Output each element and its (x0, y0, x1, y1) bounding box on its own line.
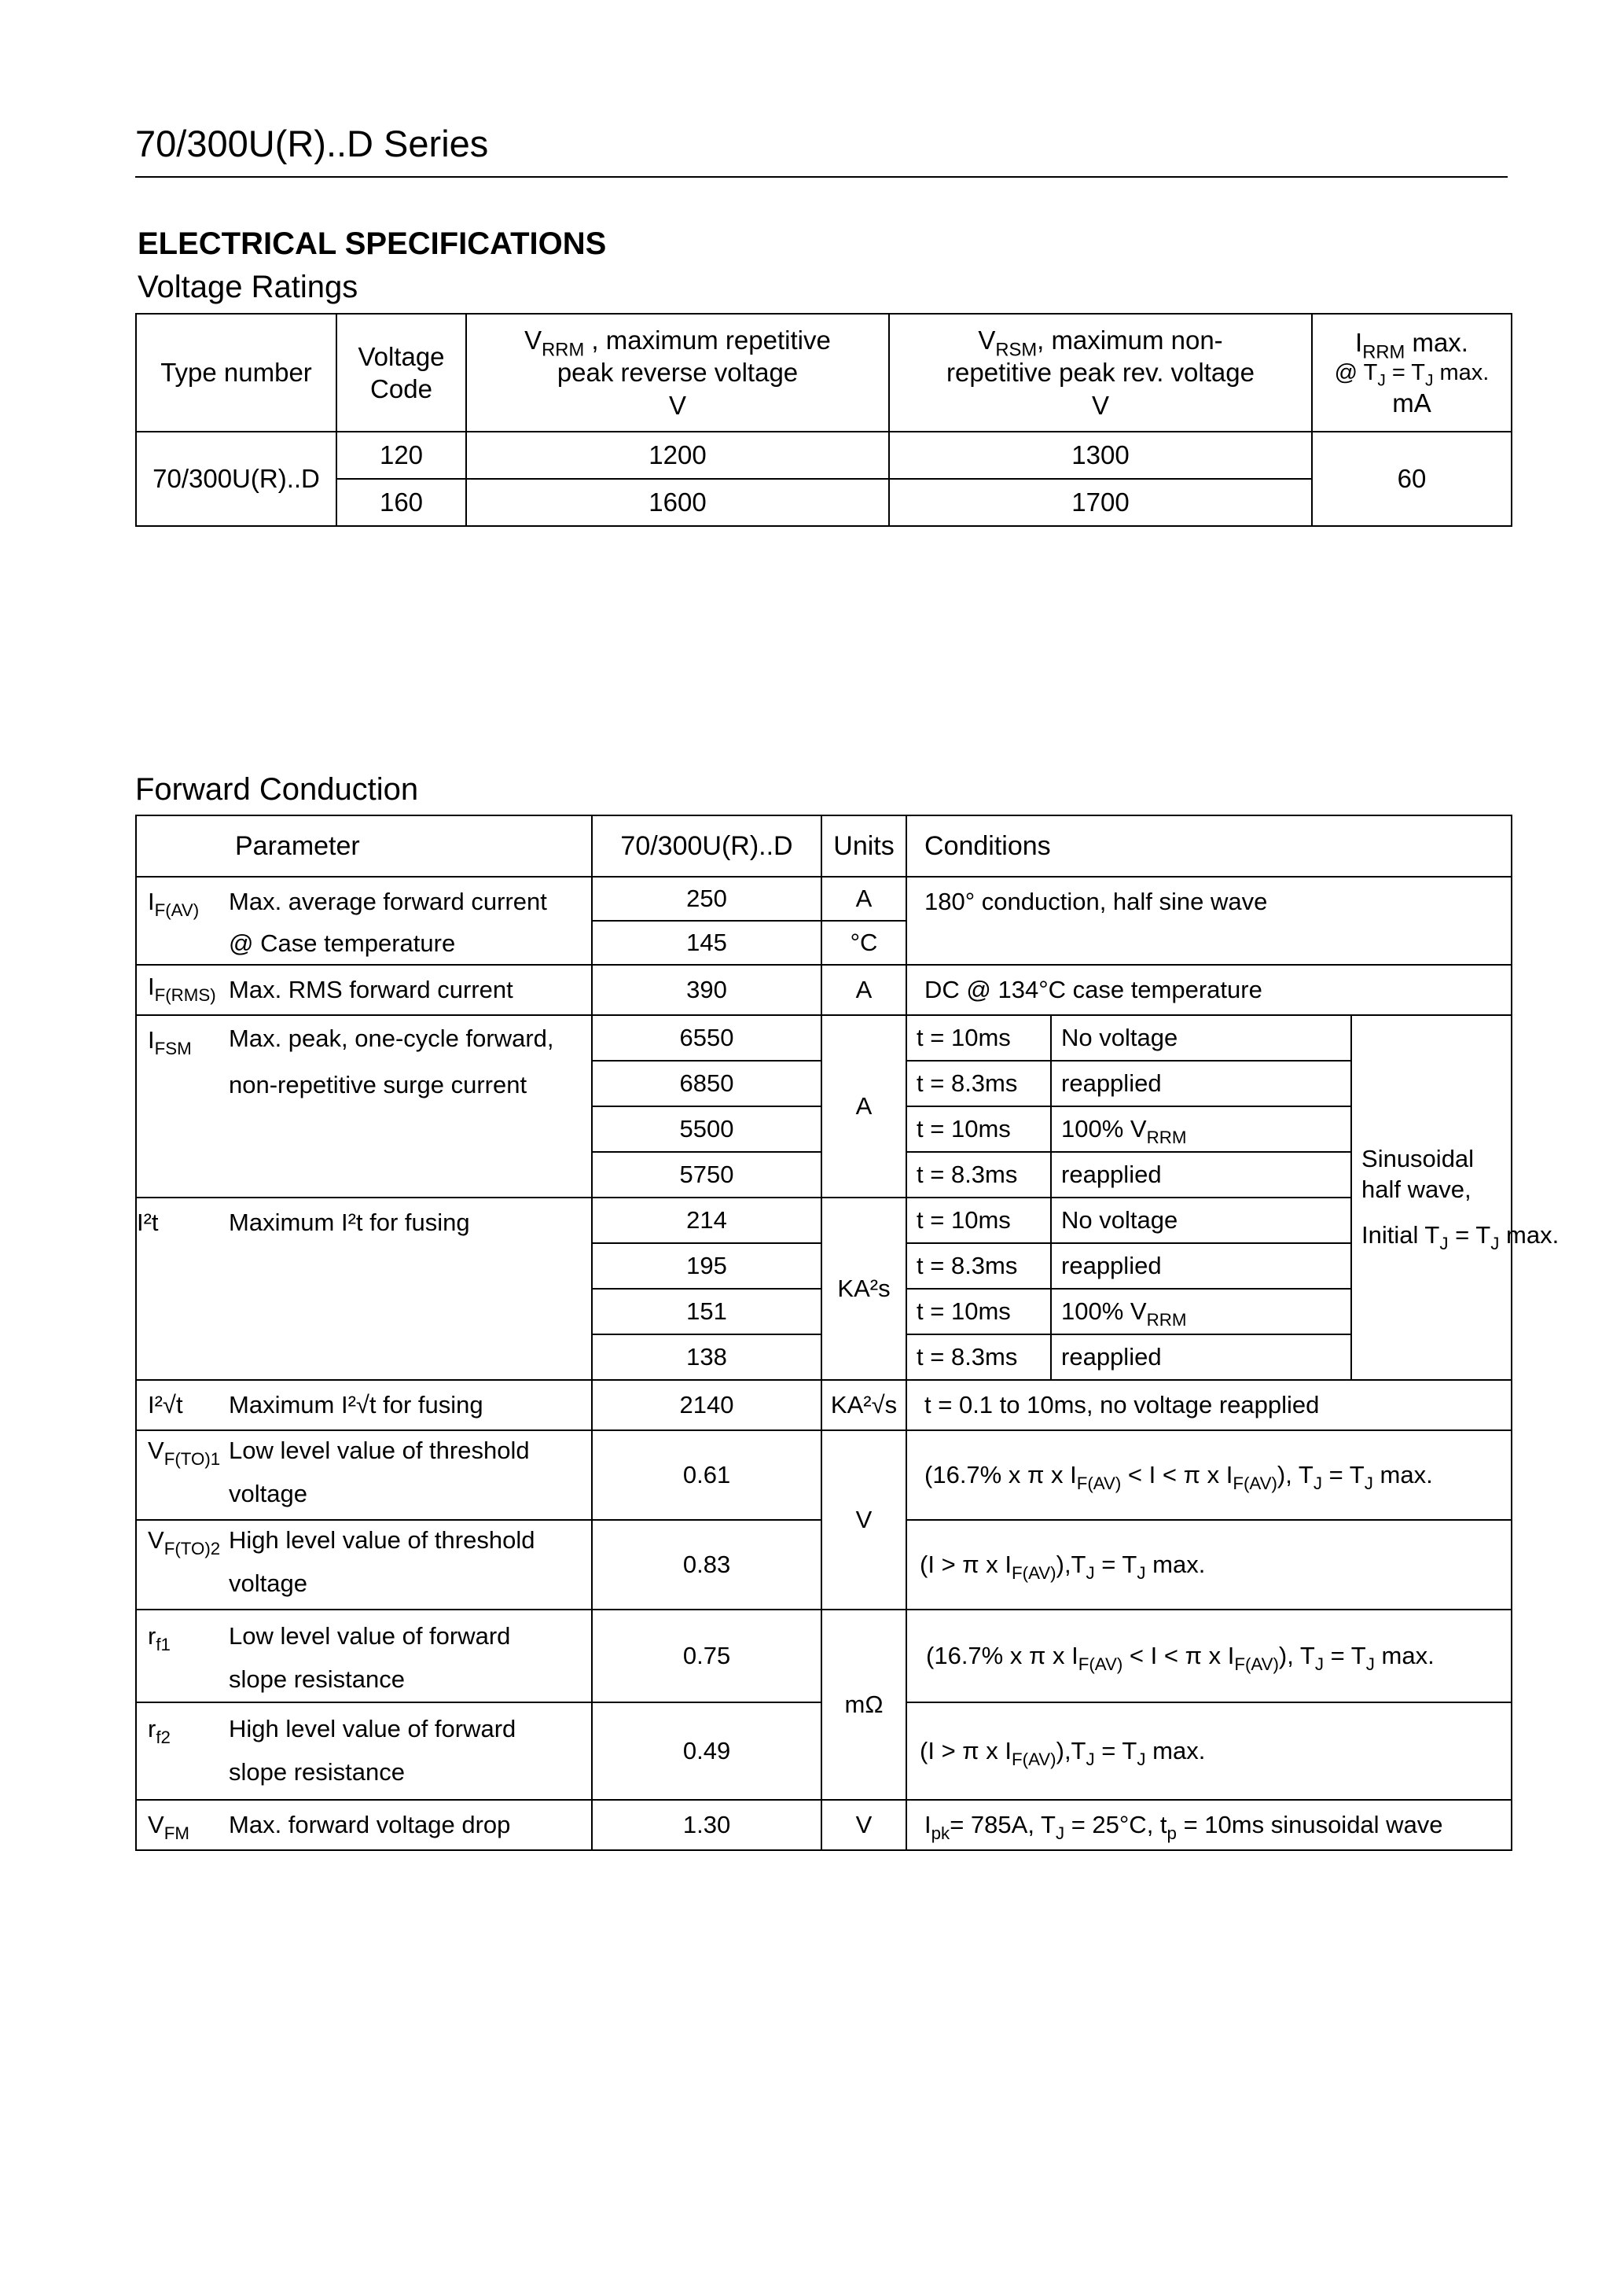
table-row (136, 1800, 1512, 1850)
ifsm-note: No voltage (1051, 1015, 1351, 1061)
i2t-note: reapplied (1051, 1334, 1351, 1380)
rf2-value: 0.49 (592, 1702, 821, 1800)
ifsm-symbol: $I_{FSM}$ (136, 1015, 229, 1198)
rf1-condition: (16.7% x π x $I_{F(AV)} < I < \pi$ x $I_{F(AV)}$), $T_J = T_J$ max. (906, 1610, 1512, 1702)
vr-vrrm: 1200 (466, 432, 889, 479)
i2t-time: t = 10ms (906, 1289, 1051, 1334)
ifrms-symbol: $I_{F(RMS)}$ (136, 965, 229, 1015)
ifav-condition: 180° conduction, half sine wave (906, 877, 1512, 965)
ifsm-time: t = 10ms (906, 1015, 1051, 1061)
voltage-ratings-title: Voltage Ratings (138, 270, 358, 304)
section-title: ELECTRICAL SPECIFICATIONS (138, 226, 607, 261)
vfto2-condition: (I > π x $I_{F(AV)}),T_J = T_J$ max. (906, 1520, 1512, 1610)
i2t-symbol: I²t (136, 1198, 229, 1380)
case-temp-unit: °C (821, 921, 906, 965)
vfto2-description: High level value of threshold voltage (229, 1520, 592, 1610)
voltage-ratings-table (135, 313, 1512, 527)
ifav-description: Max. average forward current @ Case temperature (229, 877, 592, 965)
i2t-unit: KA²s (821, 1198, 906, 1380)
vr-header-irrm: $I_{RRM}$ max. @ $T_J = T_J$ max. mA (1312, 314, 1512, 432)
vfm-condition: $I_{pk}= 785A$, $T_J = 25^\circ C$, $t_p = 10ms$ sinusoidal wave (906, 1800, 1512, 1850)
table-row (136, 1430, 1512, 1520)
ifsm-value: 6550 (592, 1015, 821, 1061)
document-title: 70/300U(R)..D Series (135, 123, 489, 164)
vr-vrsm: 1300 (889, 432, 1312, 479)
vfto-unit: V (821, 1430, 906, 1610)
ifsm-note: reapplied (1051, 1152, 1351, 1198)
ifsm-value: 5750 (592, 1152, 821, 1198)
i2rt-value: 2140 (592, 1380, 821, 1430)
fc-header-units: Units (821, 815, 906, 877)
vfto2-symbol: $V_{F(TO)2}$ (136, 1520, 229, 1610)
ifsm-value: 5500 (592, 1106, 821, 1152)
rf2-description: High level value of forward slope resistance (229, 1702, 592, 1800)
vr-irrm: 60 (1312, 432, 1512, 526)
fc-header-conditions: Conditions (906, 815, 1512, 877)
vfto1-symbol: $V_{F(TO)1}$ (136, 1430, 229, 1520)
ifsm-value: 6850 (592, 1061, 821, 1106)
vr-header-type-number: Type number (136, 314, 336, 432)
table-row (136, 1015, 1512, 1061)
vfto1-condition: (16.7% x π x $I_{F(AV)} < I < \pi$ x $I_{F(AV)}$), $T_J = T_J$ max. (906, 1430, 1512, 1520)
vr-header-vrsm: $V_{RSM}$, maximum non- repetitive peak rev. voltage V (889, 314, 1312, 432)
i2t-note: 100% $V_{RRM}$ (1051, 1289, 1351, 1334)
vr-header-voltage-code: Voltage Code (336, 314, 466, 432)
ifrms-unit: A (821, 965, 906, 1015)
ifsm-note: reapplied (1051, 1061, 1351, 1106)
sinusoidal-note: Sinusoidal half wave, Initial $T_J = T_J$ max. (1351, 1015, 1512, 1380)
ifrms-description: Max. RMS forward current (229, 965, 592, 1015)
ifav-unit: A (821, 877, 906, 921)
i2t-value: 151 (592, 1289, 821, 1334)
vfto1-value: 0.61 (592, 1430, 821, 1520)
ifav-value: 250 (592, 877, 821, 921)
table-row (136, 1198, 1512, 1243)
i2t-time: t = 8.3ms (906, 1334, 1051, 1380)
rf1-description: Low level value of forward slope resistance (229, 1610, 592, 1702)
case-temp-value: 145 (592, 921, 821, 965)
forward-conduction-title: Forward Conduction (135, 772, 419, 807)
table-row (136, 479, 1512, 526)
i2t-value: 195 (592, 1243, 821, 1289)
i2t-note: reapplied (1051, 1243, 1351, 1289)
rf1-value: 0.75 (592, 1610, 821, 1702)
ifsm-note: 100% $V_{RRM}$ (1051, 1106, 1351, 1152)
i2t-time: t = 10ms (906, 1198, 1051, 1243)
table-row (136, 877, 1512, 921)
vfto1-description: Low level value of threshold voltage (229, 1430, 592, 1520)
fc-header-parameter: Parameter (136, 815, 592, 877)
i2t-description: Maximum I²t for fusing (229, 1198, 592, 1380)
table-row (136, 1380, 1512, 1430)
i2t-time: t = 8.3ms (906, 1243, 1051, 1289)
vfm-symbol: $V_{FM}$ (136, 1800, 229, 1850)
fc-header-model: 70/300U(R)..D (592, 815, 821, 877)
rf2-condition: (I > π x $I_{F(AV)}),T_J = T_J$ max. (906, 1702, 1512, 1800)
table-header-row (136, 815, 1512, 877)
table-row (136, 1610, 1512, 1702)
i2rt-unit: KA²√s (821, 1380, 906, 1430)
vr-vrsm: 1700 (889, 479, 1312, 526)
i2t-value: 138 (592, 1334, 821, 1380)
vfto2-value: 0.83 (592, 1520, 821, 1610)
ifsm-description: Max. peak, one-cycle forward, non-repetitive surge current (229, 1015, 592, 1198)
i2t-value: 214 (592, 1198, 821, 1243)
rf1-symbol: $r_{f1}$ (136, 1610, 229, 1702)
title-rule (135, 176, 1508, 178)
vfm-description: Max. forward voltage drop (229, 1800, 592, 1850)
vr-type-number: 70/300U(R)..D (136, 432, 336, 526)
ifsm-time: t = 8.3ms (906, 1061, 1051, 1106)
i2rt-condition: t = 0.1 to 10ms, no voltage reapplied (906, 1380, 1512, 1430)
vr-code: 160 (336, 479, 466, 526)
vr-header-vrrm: $V_{RRM}$ , maximum repetitive peak reverse voltage V (466, 314, 889, 432)
vfm-unit: V (821, 1800, 906, 1850)
vr-code: 120 (336, 432, 466, 479)
i2t-note: No voltage (1051, 1198, 1351, 1243)
forward-conduction-table (135, 815, 1560, 1851)
table-row (136, 432, 1512, 479)
i2rt-symbol: I²√t (136, 1380, 229, 1430)
ifsm-time: t = 8.3ms (906, 1152, 1051, 1198)
ifrms-value: 390 (592, 965, 821, 1015)
ifsm-unit: A (821, 1015, 906, 1198)
i2rt-description: Maximum I²√t for fusing (229, 1380, 592, 1430)
rf2-symbol: $r_{f2}$ (136, 1702, 229, 1800)
ifrms-condition: DC @ 134°C case temperature (906, 965, 1512, 1015)
ifsm-time: t = 10ms (906, 1106, 1051, 1152)
vr-vrrm: 1600 (466, 479, 889, 526)
table-row (136, 965, 1512, 1015)
rf-unit: mΩ (821, 1610, 906, 1800)
ifav-symbol: $I_{F(AV)}$ (136, 877, 229, 965)
vfm-value: 1.30 (592, 1800, 821, 1850)
